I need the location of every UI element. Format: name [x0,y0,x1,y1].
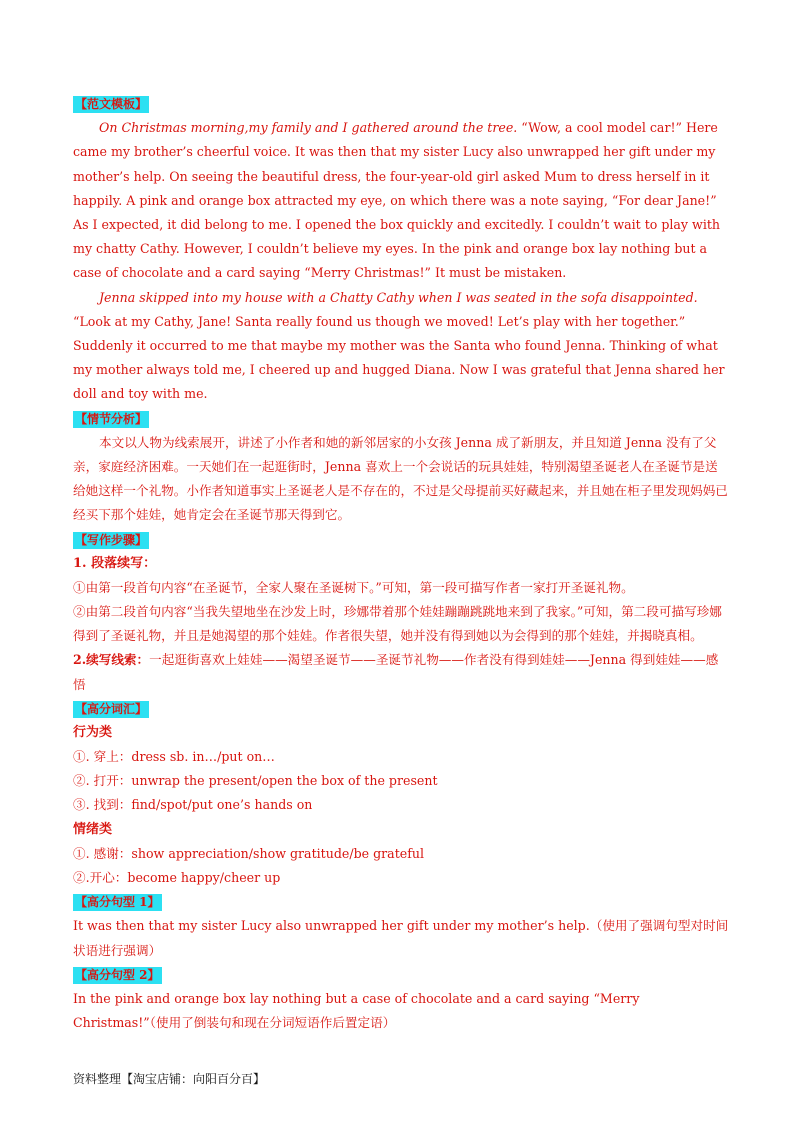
paragraph-opening: Jenna skipped into my house with a Chatty Cathy when I was seated in the sofa disappointed. [99,289,698,305]
vocab-item: ②.开心：become happy/cheer up [73,869,281,885]
section-tag: 【范文模板】 [75,97,148,111]
plot-analysis-section [73,407,729,528]
page-footer: 资料整理【淘宝店铺：向阳百分百】 [73,1072,266,1086]
sentence-pattern-1-section [73,890,729,963]
step2-text: 一起逛街喜欢上娃娃——渴望圣诞节——圣诞节礼物——作者没有得到娃娃——Jenna 得到娃娃——感悟 [73,652,719,692]
vocab-item: ①. 感谢：show appreciation/show gratitude/be grateful [73,845,425,861]
step1-title: 1. 段落续写： [73,555,157,571]
section-tag: 【高分句型 1】 [75,895,160,910]
section-tag: 【写作步骤】 [75,532,148,547]
step1-point-a: ①由第一段首句内容“在圣诞节，全家人聚在圣诞树下。”可知，第一段可描写作者一家打开圣诞礼物。 [73,579,634,595]
step2-line [73,648,729,696]
essay-paragraph-2 [73,286,729,407]
step2-title: 2.续写线索： [73,652,150,668]
paragraph-body: “Wow, a cool model car!” Here came my brother’s cheerful voice. It was then that my sister Lucy also unwrapped her gift under my mother’s help. On seeing the beautiful dress, the four-year-old girl asked Mum to dress herself in it happily. A pink and orange box attracted my eye, on which there was a note saying, “For dear Jane!” As I expected, it did belong to me. I opened the box quickly and excitedly. I couldn’t wait to play with my chatty Cathy. However, I couldn’t believe my eyes. In the pink and orange box lay nothing but a case of chocolate and a card saying “Merry Christmas!” It must be mistaken. [73,120,721,281]
vocab-item: ②. 打开：unwrap the present/open the box of the present [73,773,438,789]
section-tag: 【高分句型 2】 [75,967,160,982]
step1-point-b: ②由第二段首句内容“当我失望地坐在沙发上时，珍娜带着那个娃娃蹦蹦跳跳地来到了我家。”可知，第二段可描写珍娜得到了圣诞礼物，并且是她渴望的那个娃娃。作者很失望，她并没有得到她以为会得到的那个娃娃，并揭晓真相。 [73,604,722,644]
analysis-text: 本文以人物为线索展开，讲述了小作者和她的新邻居家的小女孩 Jenna 成了新朋友，并且知道 Jenna 没有了父亲，家庭经济困难。一天她们在一起逛街时，Jenna 喜欢上一个会说话的玩具娃娃，特别渴望圣诞老人在圣诞节是送给她这样一个礼物。小作者知道事实上圣诞老人是不存在的，不过是父母提前买好藏起来，并且她在柜子里发现妈妈已经买下那个娃娃，她肯定会在圣诞节那天得到它。 [73,434,728,523]
section-tag: 【情节分析】 [75,411,148,426]
vocab-item: ③. 找到：find/spot/put one’s hands on [73,797,313,813]
sentence-pattern-text: In the pink and orange box lay nothing but a case of chocolate and a card saying “Merry Christmas!”（使用了倒装句和现在分词短语作后置定语） [73,990,640,1031]
section-tag: 【高分词汇】 [75,701,148,716]
vocab-group-title: 情绪类 [73,821,113,837]
document-page [73,92,729,1035]
sentence-pattern-text: It was then that my sister Lucy also unwrapped her gift under my mother’s help.（使用了强调句型对时间状语进行强调） [73,918,729,958]
vocab-group-title: 行为类 [73,725,113,741]
paragraph-opening: On Christmas morning,my family and I gathered around the tree. [99,120,518,136]
paragraph-body: “Look at my Cathy, Jane! Santa really found us though we moved! Let’s play with her together.” Suddenly it occurred to me that maybe my mother was the Santa who found Jenna. Thinking of what my mother always told me, I cheered up and hugged Diana. Now I was grateful that Jenna shared her doll and toy with me. [73,313,725,402]
vocab-item: ①. 穿上：dress sb. in…/put on… [73,749,275,765]
model-essay-section [73,92,729,407]
sentence-pattern-2-section [73,963,729,1036]
writing-steps-section [73,528,729,697]
essay-paragraph-1 [73,116,729,285]
vocabulary-section [73,697,729,890]
